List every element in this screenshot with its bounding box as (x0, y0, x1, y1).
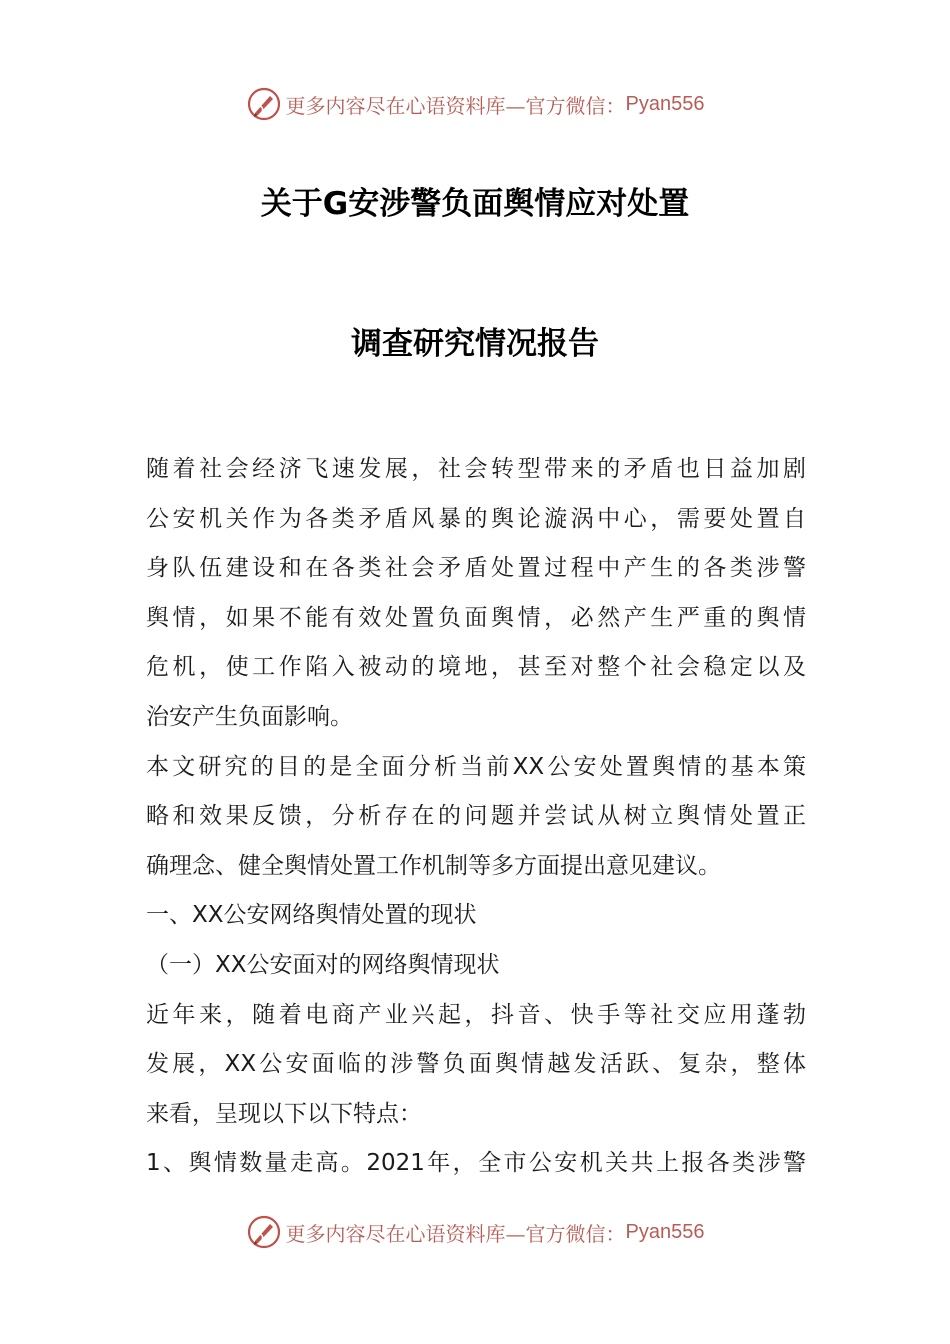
watermark-text: 更多内容尽在心语资料库—官方微信： (285, 93, 626, 118)
document-title-line-1: 关于G安涉警负面舆情应对处置 (260, 186, 690, 222)
watermark-text: 更多内容尽在心语资料库—官方微信： (285, 1221, 626, 1246)
body-line: 略和效果反馈，分析存在的问题并尝试从树立舆情处置正 (146, 803, 806, 830)
body-line: 身队伍建设和在各类社会矛盾处置过程中产生的各类涉警 (146, 555, 806, 582)
document-title-line-2: 调查研究情况报告 (351, 326, 599, 362)
pen-logo-icon (246, 86, 282, 122)
pen-logo-icon (246, 1214, 282, 1250)
body-line: 近年来，随着电商产业兴起，抖音、快手等社交应用蓬勃 (146, 1001, 806, 1028)
body-line: 发展，XX公安面临的涉警负面舆情越发活跃、复杂，整体 (146, 1051, 806, 1078)
watermark-banner-bottom (0, 1212, 950, 1252)
watermark-banner-top (0, 84, 950, 124)
body-line: 舆情，如果不能有效处置负面舆情，必然产生严重的舆情 (146, 604, 806, 631)
section-heading: 一、XX公安网络舆情处置的现状 (146, 902, 477, 929)
body-line: 来看，呈现以下以下特点： (146, 1100, 422, 1127)
watermark-wechat-id: Pyan556 (625, 92, 705, 115)
watermark-wechat-id: Pyan556 (625, 1220, 705, 1243)
body-line: 危机，使工作陷入被动的境地，甚至对整个社会稳定以及 (146, 654, 806, 681)
body-line: 1、舆情数量走高。2021年，全市公安机关共上报各类涉警 (146, 1150, 806, 1177)
body-line: 随着社会经济飞速发展，社会转型带来的矛盾也日益加剧 (146, 456, 806, 482)
body-line: 公安机关作为各类矛盾风暴的舆论漩涡中心，需要处置自 (146, 505, 806, 532)
body-line: 治安产生负面影响。 (146, 703, 353, 730)
subsection-heading: （一）XX公安面对的网络舆情现状 (146, 951, 500, 978)
document-body (146, 445, 806, 1189)
body-line: 确理念、健全舆情处置工作机制等多方面提出意见建议。 (146, 852, 721, 879)
body-line: 本文研究的目的是全面分析当前XX公安处置舆情的基本策 (146, 753, 806, 780)
